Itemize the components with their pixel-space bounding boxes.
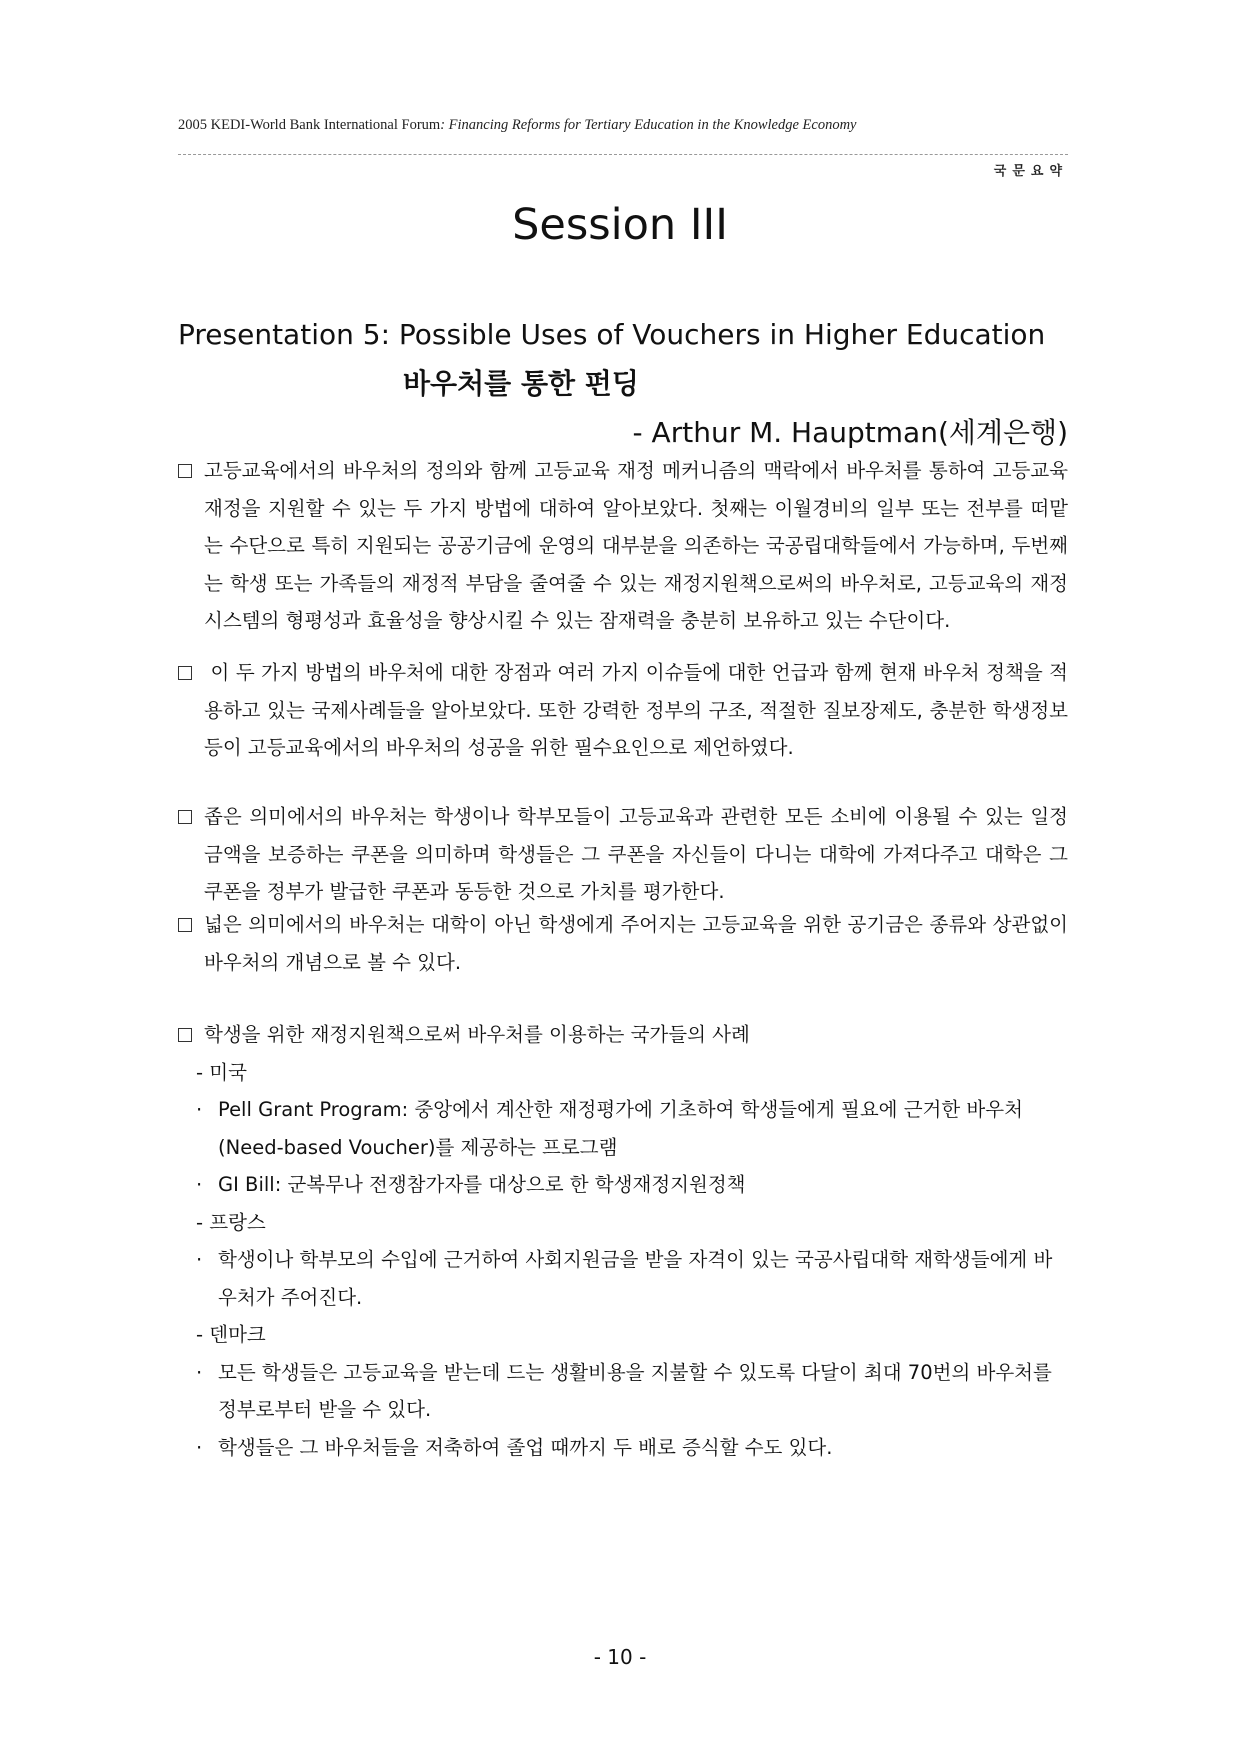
checkbox-square-icon (178, 666, 192, 680)
page-number: - 10 - (593, 1645, 647, 1669)
summary-label: 국문요약 (993, 164, 1068, 179)
country-name: - 덴마크 (196, 1323, 266, 1346)
summary-paragraph-4 (178, 906, 1068, 981)
header-rule (178, 154, 1068, 155)
paragraph-text: 고등교육에서의 바우처의 정의와 함께 고등교육 재정 메커니즘의 맥락에서 바우처를 통하여 고등교육재정을 지원할 수 있는 두 가지 방법에 대하여 알아보았다. 첫째는 이월경비의 일부 또는 전부를 떠맡는 수단으로 특히 지원되는 공공기금에 운영의 대부분을 의존하는 국공립대학들에서 가능하며, 두번째는 학생 또는 가족들의 재정적 부담을 줄여줄 수 있는 재정지원책으로써의 바우처로, 고등교육의 재정시스템의 형평성과 효율성을 향상시킬 수 있는 잠재력을 충분히 보유하고 있는 수단이다. (204, 459, 1068, 632)
presentation-title: Presentation 5: Possible Uses of Vouchers in Higher Education (178, 318, 1046, 351)
session-title: Session III (512, 200, 728, 250)
summary-paragraph-3 (178, 798, 1068, 911)
list-item: · 모든 학생들은 고등교육을 받는데 드는 생활비용을 지불할 수 있도록 다달이 최대 70번의 바우처를 정부로부터 받을 수 있다. (196, 1360, 1052, 1421)
paragraph-text: 좁은 의미에서의 바우처는 학생이나 학부모들이 고등교육과 관련한 모든 소비에 이용될 수 있는 일정 금액을 보증하는 쿠폰을 의미하며 학생들은 그 쿠폰을 자신들이 다니는 대학에 가져다주고 대학은 그 쿠폰을 정부가 발급한 쿠폰과 동등한 것으로 가치를 평가한다. (204, 805, 1068, 903)
list-item: · GI Bill: 군복무나 전쟁참가자를 대상으로 한 학생재정지원정책 (196, 1173, 746, 1196)
list-item: · 학생이나 학부모의 수입에 근거하여 사회지원금을 받을 자격이 있는 국공사립대학 재학생들에게 바우처가 주어진다. (196, 1248, 1053, 1309)
author-line: - Arthur M. Hauptman(세계은행) (632, 416, 1068, 449)
country-name: - 미국 (196, 1060, 247, 1084)
korean-title: 바우처를 통한 펀딩 (403, 367, 639, 400)
list-item: · 학생들은 그 바우처들을 저축하여 졸업 때까지 두 배로 증식할 수도 있다. (196, 1435, 833, 1459)
paragraph-text: 이 두 가지 방법의 바우처에 대한 장점과 여러 가지 이슈들에 대한 언급과 함께 현재 바우처 정책을 적용하고 있는 국제사례들을 알아보았다. 또한 강력한 정부의 구조, 적절한 질보장제도, 충분한 학생정보 등이 고등교육에서의 바우처의 성공을 위한 필수요인으로 제언하였다. (204, 661, 1068, 759)
header-prefix: 2005 KEDI-World Bank International Forum (178, 117, 441, 133)
checkbox-square-icon (178, 464, 192, 478)
running-header (178, 117, 1068, 134)
header-subtitle: : Financing Reforms for Tertiary Education in the Knowledge Economy (440, 117, 857, 133)
checkbox-square-icon (178, 918, 192, 932)
country-cases (178, 1016, 1068, 1466)
summary-paragraph-2 (178, 654, 1068, 767)
cases-heading: 학생을 위한 재정지원책으로써 바우처를 이용하는 국가들의 사례 (178, 1016, 1068, 1054)
checkbox-square-icon (178, 1028, 192, 1042)
checkbox-square-icon (178, 810, 192, 824)
country-name: - 프랑스 (196, 1210, 266, 1234)
paragraph-text: 넓은 의미에서의 바우처는 대학이 아닌 학생에게 주어지는 고등교육을 위한 공기금은 종류와 상관없이 바우처의 개념으로 볼 수 있다. (204, 913, 1068, 974)
list-item: · Pell Grant Program: 중앙에서 계산한 재정평가에 기초하여 학생들에게 필요에 근거한 바우처(Need-based Voucher)를 제공하는 프로그램 (196, 1098, 1023, 1159)
summary-paragraph-1 (178, 452, 1068, 640)
